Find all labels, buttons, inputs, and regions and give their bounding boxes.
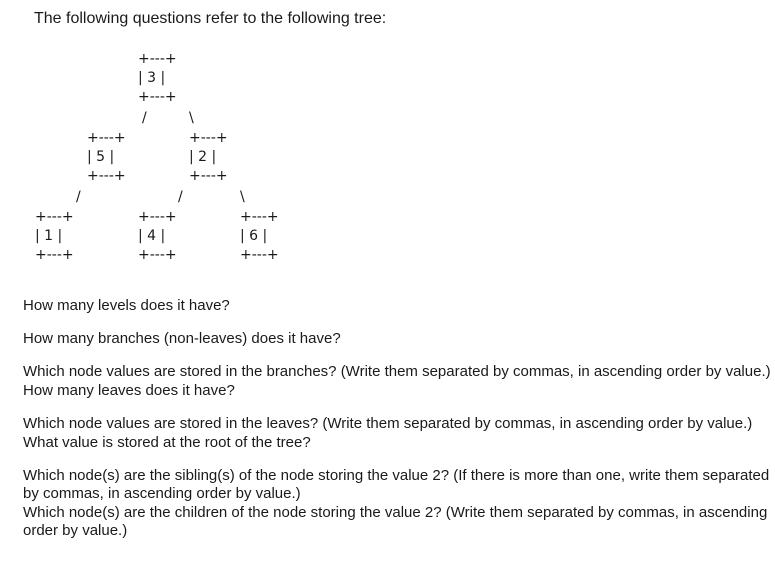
edge-2-to-6: \ xyxy=(240,189,245,205)
node-border-top: +---+ xyxy=(240,209,279,225)
question-siblings: Which node(s) are the sibling(s) of the node storing the value 2? (If there is more than one, write them separated by commas, in ascending order by value.) xyxy=(23,467,770,502)
node-value: | 5 | xyxy=(87,149,115,165)
node-value: | 2 | xyxy=(189,149,217,165)
node-border-bottom: +---+ xyxy=(138,247,177,263)
edge-2-to-4: / xyxy=(178,189,183,205)
edge-5-to-1: / xyxy=(76,189,81,205)
node-border-top: +---+ xyxy=(138,51,177,67)
question-leaf-values: Which node values are stored in the leaves? (Write them separated by commas, in ascending order by value.) xyxy=(23,415,753,432)
question-list xyxy=(23,297,775,540)
question-branch-count: How many branches (non-leaves) does it have? xyxy=(23,330,341,347)
question-children: Which node(s) are the children of the node storing the value 2? (Write them separated by commas, in ascending order by value.) xyxy=(23,504,768,539)
node-border-bottom: +---+ xyxy=(35,247,74,263)
ascii-tree xyxy=(0,0,775,290)
node-value: | 1 | xyxy=(35,228,63,244)
question-levels: How many levels does it have? xyxy=(23,297,230,314)
edge-3-to-5: / xyxy=(142,110,147,126)
node-border-bottom: +---+ xyxy=(189,168,228,184)
question-branch-values: Which node values are stored in the branches? (Write them separated by commas, in ascending order by value.) xyxy=(23,363,771,380)
node-border-top: +---+ xyxy=(87,130,126,146)
node-border-bottom: +---+ xyxy=(87,168,126,184)
node-value: | 6 | xyxy=(240,228,268,244)
question-leaf-count: How many leaves does it have? xyxy=(23,382,235,399)
intro-text: The following questions refer to the following tree: xyxy=(34,10,387,27)
node-border-top: +---+ xyxy=(189,130,228,146)
node-value: | 4 | xyxy=(138,228,166,244)
node-border-top: +---+ xyxy=(138,209,177,225)
node-border-bottom: +---+ xyxy=(240,247,279,263)
node-border-bottom: +---+ xyxy=(138,89,177,105)
question-root-value: What value is stored at the root of the tree? xyxy=(23,434,311,451)
node-border-top: +---+ xyxy=(35,209,74,225)
node-value: | 3 | xyxy=(138,70,166,86)
edge-3-to-2: \ xyxy=(189,110,194,126)
